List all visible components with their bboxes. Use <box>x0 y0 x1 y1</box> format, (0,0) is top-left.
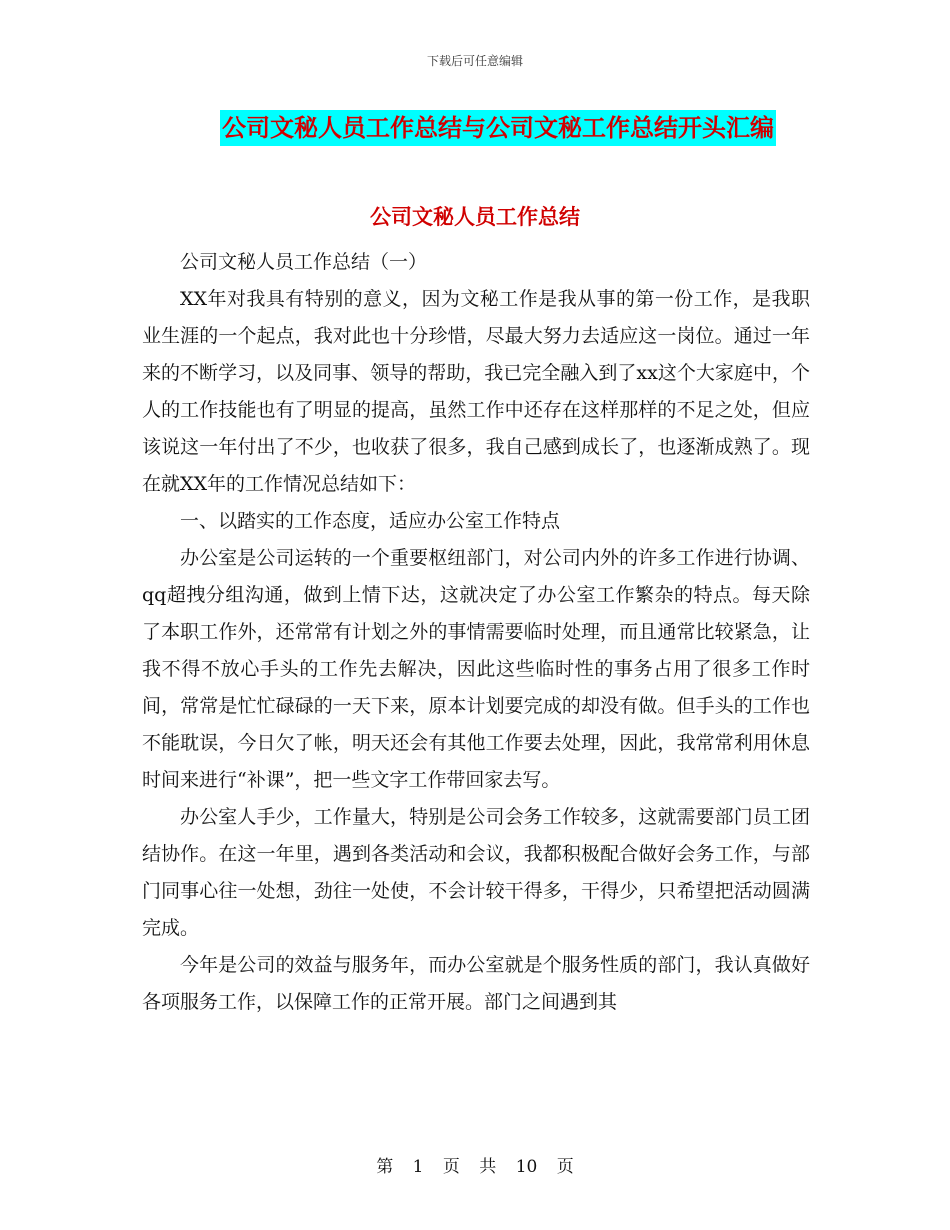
footer-suffix: 页 <box>556 1157 574 1177</box>
footer-prefix: 第 <box>376 1157 394 1177</box>
header-note: 下载后可任意编辑 <box>426 54 523 68</box>
paragraph-heading: 一、以踏实的工作态度，适应办公室工作特点 <box>180 510 561 532</box>
paragraph: 办公室人手少，工作量大，特别是公司会务工作较多，这就需要部门员工团结协作。在这一年里，遇到各类活动和会议，我都积极配合做好会务工作，与部门同事心往一处想，劲往一处使，不会计较干得多，干得少，只希望把活动圆满完成。 <box>142 806 810 939</box>
paragraph: 今年是公司的效益与服务年，而办公室就是个服务性质的部门，我认真做好各项服务工作，以保障工作的正常开展。部门之间遇到其 <box>142 954 810 1013</box>
page-number: 1 <box>412 1157 424 1177</box>
section-title: 公司文秘人员工作总结 <box>370 205 580 229</box>
total-pages: 10 <box>515 1157 538 1177</box>
footer-page-word: 页 <box>442 1157 460 1177</box>
main-title-container <box>0 110 950 146</box>
page-footer <box>0 1152 950 1177</box>
paragraph-subtitle: 公司文秘人员工作总结（一） <box>180 251 428 273</box>
footer-total-word: 共 <box>479 1157 497 1177</box>
document-main-title: 公司文秘人员工作总结与公司文秘工作总结开头汇编 <box>220 110 776 146</box>
paragraph: 办公室是公司运转的一个重要枢纽部门，对公司内外的许多工作进行协调、qq超拽分组沟通，做到上情下达，这就决定了办公室工作繁杂的特点。每天除了本职工作外，还常常有计划之外的事情需要临时处理，而且通常比较紧急，让我不得不放心手头的工作先去解决，因此这些临时性的事务占用了很多工作时间，常常是忙忙碌碌的一天下来，原本计划要完成的却没有做。但手头的工作也不能耽误，今日欠了帐，明天还会有其他工作要去处理，因此，我常常利用休息时间来进行“补课”，把一些文字工作带回家去写。 <box>142 547 810 791</box>
document-body <box>142 244 810 1021</box>
paragraph: XX年对我具有特别的意义，因为文秘工作是我从事的第一份工作，是我职业生涯的一个起点，我对此也十分珍惜，尽最大努力去适应这一岗位。通过一年来的不断学习，以及同事、领导的帮助，我已完全融入到了xx这个大家庭中，个人的工作技能也有了明显的提高，虽然工作中还存在这样那样的不足之处，但应该说这一年付出了不少，也收获了很多，我自己感到成长了，也逐渐成熟了。现在就XX年的工作情况总结如下： <box>142 288 810 495</box>
